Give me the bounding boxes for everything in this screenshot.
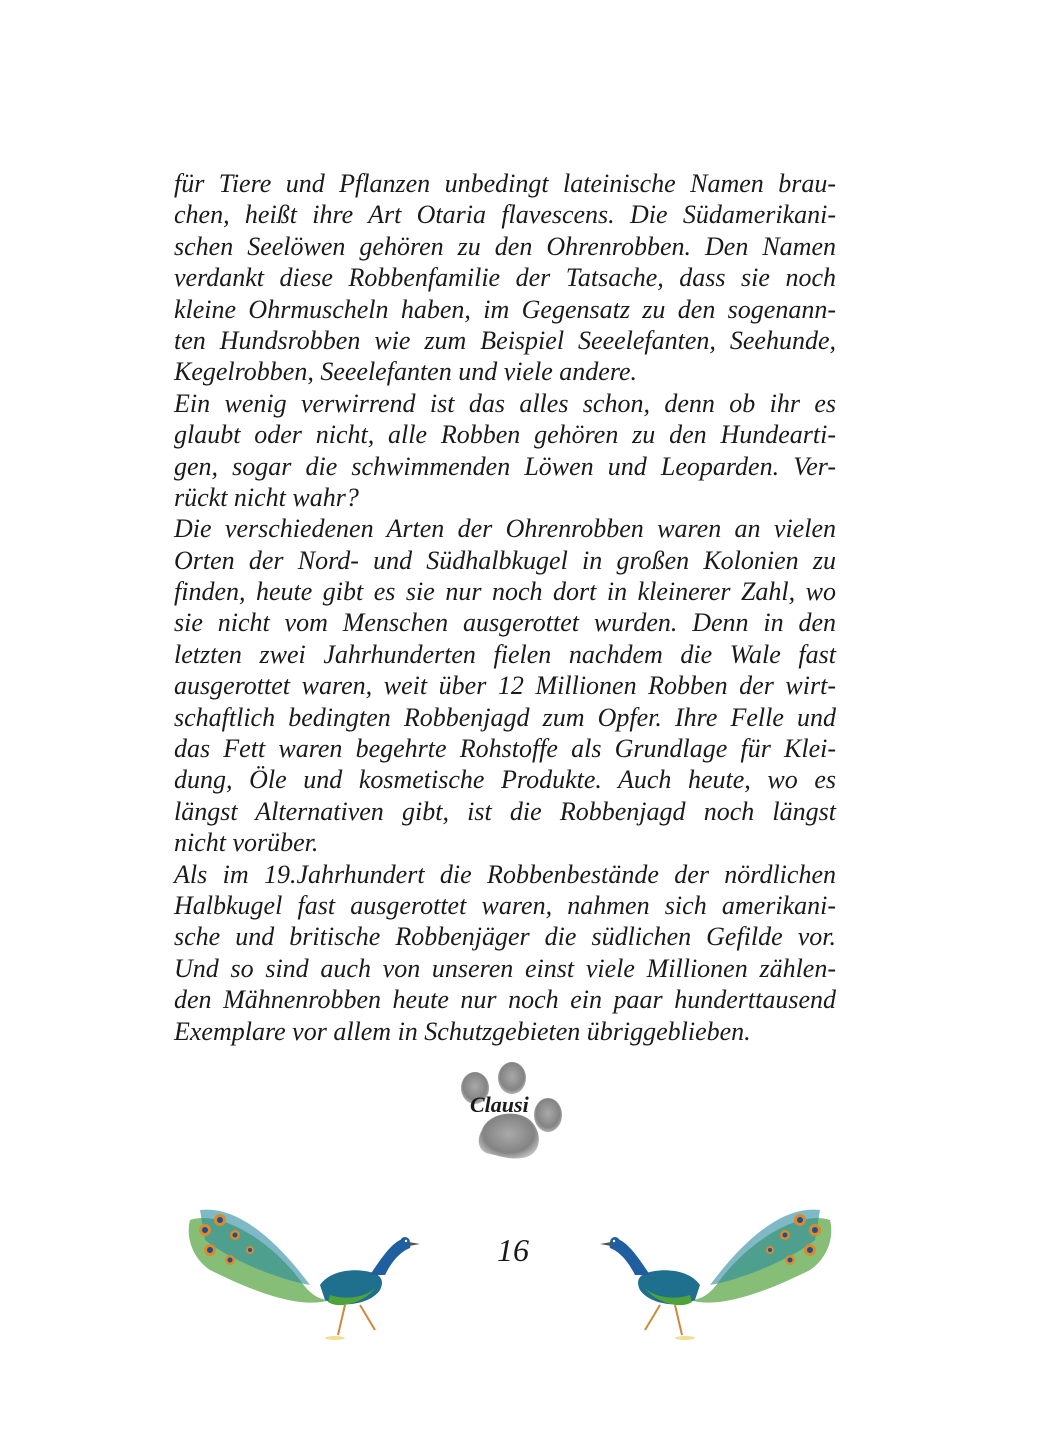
signature-name: Clausi: [470, 1092, 529, 1117]
signature: [440, 1060, 580, 1170]
text-line: Als im 19.Jahrhundert die Robbenbestände der nördlichen: [174, 859, 836, 889]
text-line: für Tiere und Pflanzen unbedingt lateinische Namen brau-: [174, 169, 836, 198]
peacock-body: [600, 1237, 700, 1340]
text-line: Und so sind auch von unseren einst viele Millionen zählen-: [174, 953, 836, 983]
text-line: kleine Ohrmuscheln haben, im Gegensatz zu den sogenann-: [174, 294, 836, 324]
text-line: gen, sogar die schwimmenden Löwen und Leoparden. Ver-: [174, 451, 836, 481]
peacock-body: [320, 1237, 420, 1340]
text-line: Exemplare vor allem in Schutzgebieten übriggeblieben.: [174, 1016, 751, 1046]
text-line: längst Alternativen gibt, ist die Robbenjagd noch längst: [174, 796, 836, 826]
text-line: sche und britische Robbenjäger die südlichen Gefilde vor.: [174, 922, 836, 952]
text-line: schaftlich bedingten Robbenjagd zum Opfer. Ihre Felle und: [174, 702, 836, 732]
text-line: Kegelrobben, Seeelefanten und viele andere.: [174, 357, 638, 387]
text-line: Ein wenig verwirrend ist das alles schon, denn ob ihr es: [174, 388, 836, 418]
text-line: glaubt oder nicht, alle Robben gehören zu den Hundearti-: [174, 420, 836, 450]
text-line: Orten der Nord- und Südhalbkugel in großen Kolonien zu: [174, 545, 836, 575]
text-line: ten Hundsrobben wie zum Beispiel Seeelefanten, Seehunde,: [174, 325, 836, 355]
peacock-tail: [189, 1210, 330, 1303]
text-line: nicht vorüber.: [174, 828, 319, 858]
text-line: verdankt diese Robbenfamilie der Tatsache, dass sie noch: [174, 263, 836, 293]
text-line: Die verschiedenen Arten der Ohrenrobben waren an vielen: [174, 514, 836, 544]
text-line: Halbkugel fast ausgerottet waren, nahmen sich amerikani-: [174, 890, 836, 920]
text-line: chen, heißt ihre Art Otaria flavescens. Die Südamerikani-: [174, 200, 836, 230]
text-line: finden, heute gibt es sie nur noch dort in kleinerer Zahl, wo: [174, 577, 836, 607]
peacock-right-illustration: [590, 1200, 840, 1350]
text-line: den Mähnenrobben heute nur noch ein paar hunderttausend: [174, 985, 836, 1015]
peacock-tail: [690, 1210, 831, 1303]
text-line: schen Seelöwen gehören zu den Ohrenrobben. Den Namen: [174, 231, 836, 261]
text-line: letzten zwei Jahrhunderten fielen nachdem die Wale fast: [174, 639, 836, 669]
peacock-left-illustration: [180, 1200, 430, 1350]
text-line: sie nicht vom Menschen ausgerottet wurden. Denn in den: [174, 608, 836, 638]
text-line: ausgerottet waren, weit über 12 Millionen Robben der wirt-: [174, 671, 836, 701]
text-line: dung, Öle und kosmetische Produkte. Auch heute, wo es: [174, 765, 836, 795]
body-text: [174, 168, 836, 1047]
text-line: rückt nicht wahr?: [174, 482, 359, 512]
page-number: 16: [497, 1232, 529, 1268]
text-line: das Fett waren begehrte Rohstoffe als Grundlage für Klei-: [174, 734, 836, 764]
